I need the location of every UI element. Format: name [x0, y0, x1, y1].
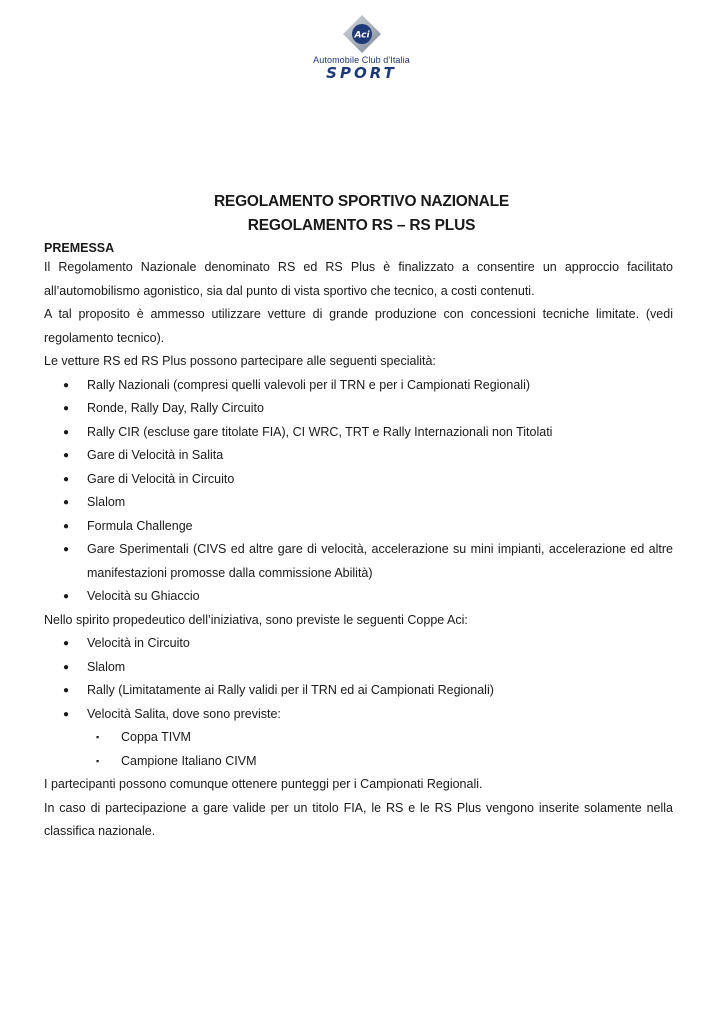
- list-item: ● Gare di Velocità in Circuito: [44, 468, 673, 492]
- list-item: ● Ronde, Rally Day, Rally Circuito: [44, 397, 673, 421]
- paragraph-fia: In caso di partecipazione a gare valide per un titolo FIA, le RS e le RS Plus vengono inserite solamente nella classifica nazionale.: [44, 800, 673, 838]
- list-item: ▪ Coppa TIVM: [44, 726, 673, 750]
- subcups-list: [44, 726, 673, 773]
- list-item: ● Rally CIR (escluse gare titolate FIA), CI WRC, TRT e Rally Internazionali non Titolati: [44, 421, 673, 445]
- list-item: ● Formula Challenge: [44, 515, 673, 539]
- list-item: ● Slalom: [44, 656, 673, 680]
- aci-diamond-icon: [342, 14, 382, 54]
- document-body: [44, 240, 673, 844]
- list-item: ● Rally (Limitatamente ai Rally validi per il TRN ed ai Campionati Regionali): [44, 679, 673, 703]
- logo-sport: SPORT: [326, 64, 397, 82]
- aci-sport-logo: [300, 14, 423, 86]
- list-item: ● Rally Nazionali (compresi quelli valevoli per il TRN e per i Campionati Regionali): [44, 374, 673, 398]
- logo-club-name: Automobile Club d'Italia: [313, 55, 410, 65]
- list-item: ● Velocità Salita, dove sono previste:: [44, 703, 673, 727]
- svg-text:Aci: Aci: [353, 30, 370, 41]
- list-item: ● Velocità in Circuito: [44, 632, 673, 656]
- specialties-list: [44, 374, 673, 609]
- list-item: ● Slalom: [44, 491, 673, 515]
- paragraph-vehicles: A tal proposito è ammesso utilizzare vetture di grande produzione con concessioni tecniche limitate. (vedi regolamento tecnico).: [44, 307, 673, 345]
- list-item: ● Gare di Velocità in Salita: [44, 444, 673, 468]
- paragraph-regional: I partecipanti possono comunque ottenere punteggi per i Campionati Regionali.: [44, 777, 483, 791]
- title-line-2: REGOLAMENTO RS – RS PLUS: [247, 217, 476, 234]
- section-heading: PREMESSA: [44, 241, 115, 255]
- title-line-1: REGOLAMENTO SPORTIVO NAZIONALE: [213, 193, 510, 210]
- paragraph-intro: Il Regolamento Nazionale denominato RS ed RS Plus è finalizzato a consentire un approccio facilitato all’automobilismo agonistico, sia dal punto di vista sportivo che tecnico, a costi contenuti.: [44, 260, 673, 298]
- document-titles: [0, 190, 723, 238]
- list-item: ● Gare Sperimentali (CIVS ed altre gare di velocità, accelerazione su mini impianti, accelerazione ed altre manifestazioni promosse dalla commissione Abilità): [44, 538, 673, 585]
- list-item: ▪ Campione Italiano CIVM: [44, 750, 673, 774]
- list-item: ● Velocità su Ghiaccio: [44, 585, 673, 609]
- paragraph-cups-intro: Nello spirito propedeutico dell’iniziativa, sono previste le seguenti Coppe Aci:: [44, 612, 468, 627]
- cups-list: [44, 632, 673, 726]
- paragraph-specialties-intro: Le vetture RS ed RS Plus possono partecipare alle seguenti specialità:: [44, 354, 436, 368]
